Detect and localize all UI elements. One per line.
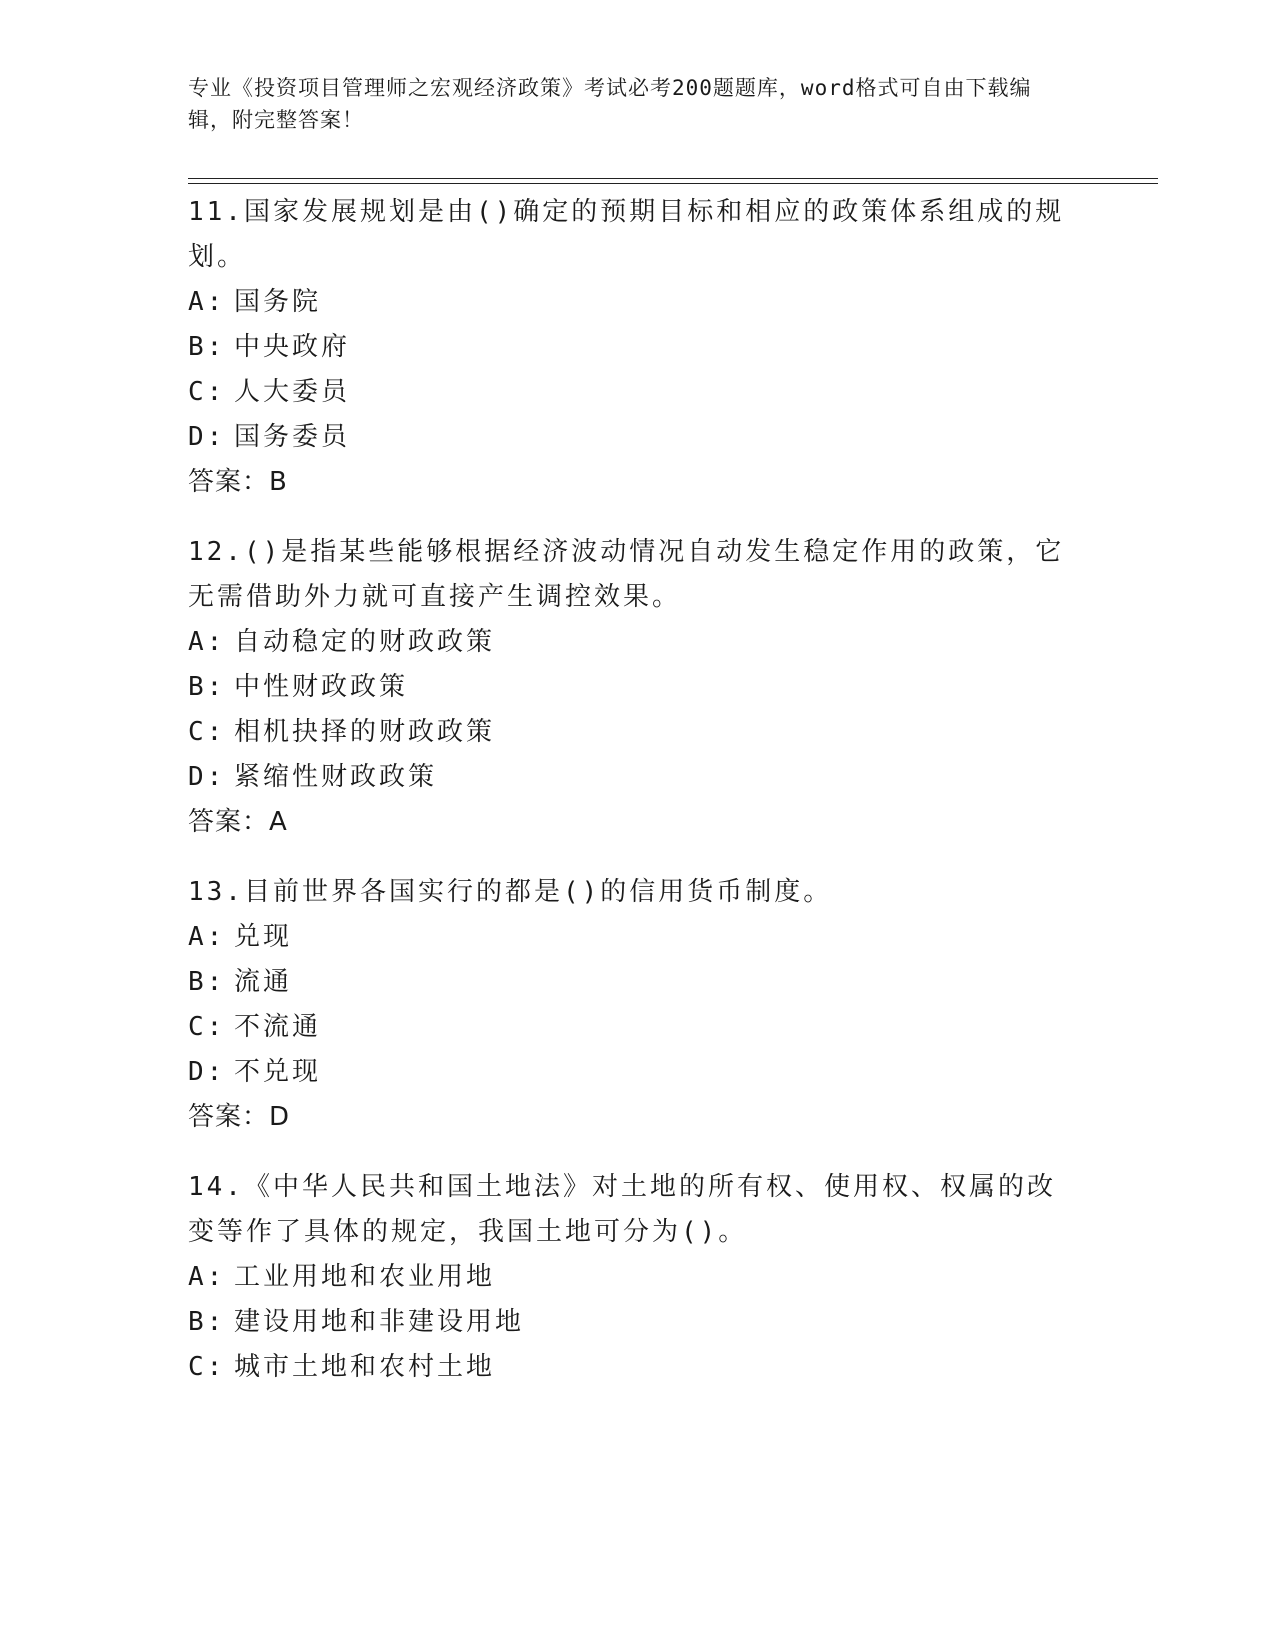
option-text: 流通 [234,967,293,997]
option-text: 建设用地和非建设用地 [234,1307,525,1337]
option-letter: B: [188,967,226,997]
document-header: 专业《投资项目管理师之宏观经济政策》考试必考200题题库，word格式可自由下载编辑，附完整答案！ [188,76,1032,132]
option-letter: D: [188,422,226,452]
option-c [188,1005,1088,1050]
option-text: 紧缩性财政政策 [234,762,438,792]
option-text: 中性财政政策 [234,672,409,702]
option-text: 不兑现 [234,1057,322,1087]
option-c [188,1345,1088,1390]
option-d [188,415,1088,460]
option-text: 兑现 [234,922,293,952]
option-letter: A: [188,627,226,657]
question-item [188,530,1088,845]
option-b [188,1300,1088,1345]
option-letter: D: [188,1057,226,1087]
option-text: 相机抉择的财政政策 [234,717,496,747]
option-b [188,960,1088,1005]
option-a [188,915,1088,960]
option-text: 工业用地和农业用地 [234,1262,496,1292]
option-letter: C: [188,1352,226,1382]
option-letter: D: [188,762,226,792]
option-letter: B: [188,332,226,362]
option-a [188,1255,1088,1300]
question-text: 12.()是指某些能够根据经济波动情况自动发生稳定作用的政策，它无需借助外力就可直接产生调控效果。 [188,537,1065,612]
option-d [188,755,1088,800]
option-a [188,620,1088,665]
option-b [188,325,1088,370]
option-letter: B: [188,672,226,702]
question-text: 11.国家发展规划是由()确定的预期目标和相应的政策体系组成的规划。 [188,197,1065,272]
question-item [188,190,1088,505]
option-letter: C: [188,1012,226,1042]
option-text: 国务院 [234,287,322,317]
answer-line: 答案：B [188,467,288,497]
answer-line: 答案：A [188,807,288,837]
option-text: 国务委员 [234,422,351,452]
option-letter: C: [188,377,226,407]
option-text: 中央政府 [234,332,351,362]
option-c [188,370,1088,415]
header-divider-top [188,178,1158,179]
option-text: 自动稳定的财政政策 [234,627,496,657]
option-a [188,280,1088,325]
header-divider-bottom [188,183,1158,184]
option-text: 城市土地和农村土地 [234,1352,496,1382]
option-letter: A: [188,287,226,317]
option-text: 人大委员 [234,377,351,407]
question-item [188,1165,1088,1390]
option-c [188,710,1088,755]
question-text: 13.目前世界各国实行的都是()的信用货币制度。 [188,877,833,907]
question-item [188,870,1088,1140]
option-letter: C: [188,717,226,747]
question-text: 14.《中华人民共和国土地法》对土地的所有权、使用权、权属的改变等作了具体的规定，我国土地可分为()。 [188,1172,1056,1247]
option-letter: A: [188,922,226,952]
option-b [188,665,1088,710]
option-letter: A: [188,1262,226,1292]
answer-line: 答案：D [188,1102,291,1132]
question-list [188,190,1088,1415]
option-d [188,1050,1088,1095]
option-letter: B: [188,1307,226,1337]
option-text: 不流通 [234,1012,322,1042]
